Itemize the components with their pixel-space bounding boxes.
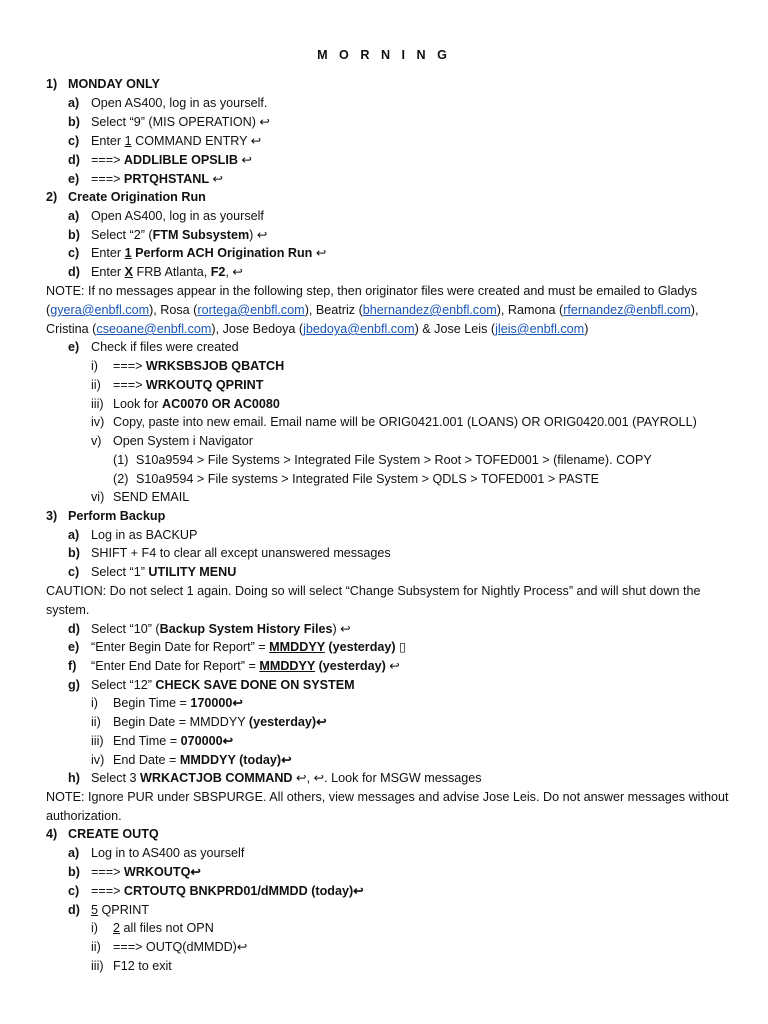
section-1-heading	[0, 75, 738, 94]
text-span: Select “2” (	[91, 228, 153, 242]
text-span	[91, 676, 355, 695]
text-span	[113, 751, 292, 770]
text-span: WRKOUTQ↩	[123, 865, 201, 879]
list-item	[0, 395, 738, 414]
list-item	[0, 901, 738, 920]
text-span: Check if files were created	[91, 340, 239, 354]
text-span: Enter	[91, 134, 125, 148]
list-item	[0, 844, 738, 863]
text-span: ↩	[385, 659, 400, 673]
list-marker: d)	[68, 622, 80, 636]
email-link[interactable]: cseoane@enbfl.com	[96, 322, 212, 336]
caution-text	[0, 582, 738, 601]
list-item	[0, 769, 738, 788]
section-4-heading	[0, 825, 738, 844]
list-item	[0, 94, 738, 113]
list-item	[0, 338, 738, 357]
text-span: FRB Atlanta,	[133, 265, 211, 279]
email-link[interactable]: rfernandez@enbfl.com	[563, 303, 691, 317]
text-span: Perform ACH Origination Run	[131, 246, 313, 260]
text-span: ), Ramona (	[496, 303, 564, 317]
text-span	[113, 713, 327, 732]
list-item	[0, 151, 738, 170]
list-marker: e)	[68, 340, 80, 354]
text-span: MMDDYY (today)↩	[179, 753, 292, 767]
text-span	[91, 863, 201, 882]
text-span	[91, 226, 267, 245]
text-span: Select “1”	[91, 565, 149, 579]
text-span: 1	[124, 246, 132, 260]
list-marker: e)	[68, 640, 80, 654]
text-span: 2	[113, 921, 121, 935]
list-item	[0, 919, 738, 938]
list-marker: iii)	[91, 959, 104, 973]
text-span: ===>	[113, 378, 146, 392]
text-span: ),	[690, 303, 699, 317]
text-span: ↩, ↩. Look for MSGW messages	[292, 771, 482, 785]
list-item	[0, 470, 738, 489]
list-marker: c)	[68, 565, 80, 579]
text-span: Perform Backup	[68, 509, 166, 523]
text-span	[91, 657, 400, 676]
text-span: CRTOUTQ BNKPRD01/dMMDD (today)↩	[123, 884, 364, 898]
list-item	[0, 132, 738, 151]
list-marker: e)	[68, 172, 80, 186]
list-item	[0, 713, 738, 732]
text-span: End Time =	[113, 734, 181, 748]
list-marker: b)	[68, 228, 80, 242]
list-marker: c)	[68, 134, 80, 148]
list-marker: d)	[68, 265, 80, 279]
list-item	[0, 263, 738, 282]
email-link[interactable]: rortega@enbfl.com	[197, 303, 305, 317]
text-span: Select “12”	[91, 678, 156, 692]
text-span: ), Jose Bedoya (	[211, 322, 304, 336]
text-span	[113, 919, 214, 938]
text-span: Begin Date = MMDDYY	[113, 715, 249, 729]
text-span: 170000↩	[190, 696, 243, 710]
text-span: Open AS400, log in as yourself	[91, 209, 264, 223]
text-span: MMDDYY	[259, 659, 316, 673]
text-span: all files not OPN	[120, 921, 214, 935]
list-item	[0, 376, 738, 395]
text-span	[46, 320, 588, 339]
text-span: Backup System History Files	[159, 622, 333, 636]
text-span	[91, 638, 406, 657]
text-span: Create Origination Run	[68, 190, 206, 204]
list-item	[0, 938, 738, 957]
list-item	[0, 488, 738, 507]
text-span: , ↩	[225, 265, 243, 279]
note-text	[0, 282, 738, 301]
list-marker: v)	[91, 434, 102, 448]
list-item	[0, 226, 738, 245]
text-span: NOTE: Ignore PUR under SBSPURGE. All others, view messages and advise Jose Leis. Do not answer messages without	[46, 790, 729, 804]
list-marker: a)	[68, 528, 80, 542]
text-span: SEND EMAIL	[113, 490, 190, 504]
text-span: ) & Jose Leis (	[414, 322, 496, 336]
text-span: CHECK SAVE DONE ON SYSTEM	[155, 678, 355, 692]
list-marker: g)	[68, 678, 80, 692]
text-span: Log in to AS400 as yourself	[91, 846, 245, 860]
text-span: AC0070 OR AC0080	[162, 397, 280, 411]
list-item	[0, 413, 738, 432]
text-span: Log in as BACKUP	[91, 528, 198, 542]
text-span: ===>	[113, 359, 146, 373]
text-span: ), Beatriz (	[304, 303, 363, 317]
text-span: (yesterday)	[324, 640, 396, 654]
text-span: PRTQHSTANL	[123, 172, 210, 186]
section-2-heading	[0, 188, 738, 207]
text-span: ===>	[91, 865, 124, 879]
text-span: ADDLIBLE OPSLIB	[123, 153, 238, 167]
list-marker: 3)	[46, 509, 58, 523]
note-text	[0, 807, 738, 826]
text-span: ), Rosa (	[149, 303, 198, 317]
list-marker: iv)	[91, 753, 105, 767]
list-marker: i)	[91, 359, 98, 373]
text-span: (yesterday)	[315, 659, 386, 673]
text-span: Begin Time =	[113, 696, 191, 710]
list-marker: d)	[68, 903, 80, 917]
list-marker: 4)	[46, 827, 58, 841]
text-span: Select “9” (MIS OPERATION) ↩	[91, 115, 270, 129]
list-item	[0, 451, 738, 470]
text-span: MONDAY ONLY	[68, 77, 160, 91]
text-span: Open AS400, log in as yourself.	[91, 96, 268, 110]
text-span: F12 to exit	[113, 959, 172, 973]
text-span: UTILITY MENU	[148, 565, 237, 579]
list-item	[0, 882, 738, 901]
text-span: CAUTION: Do not select 1 again. Doing so will select “Change Subsystem for Nightly Process” and will shut down the	[46, 584, 701, 598]
list-marker: b)	[68, 546, 80, 560]
text-span: ===> OUTQ(dMMDD)↩	[113, 940, 248, 954]
list-item	[0, 751, 738, 770]
section-3-heading	[0, 507, 738, 526]
note-text	[0, 788, 738, 807]
text-span	[91, 244, 326, 263]
list-marker: a)	[68, 209, 80, 223]
text-span: ===>	[91, 172, 124, 186]
list-item	[0, 357, 738, 376]
text-span: End Date =	[113, 753, 180, 767]
text-span	[91, 170, 223, 189]
list-marker: i)	[91, 696, 98, 710]
text-span: S10a9594 > File Systems > Integrated File System > Root > TOFED001 > (filename). COPY	[136, 453, 652, 467]
text-span	[91, 620, 351, 639]
text-span	[91, 151, 252, 170]
text-span	[113, 732, 233, 751]
text-span: Enter	[91, 265, 125, 279]
text-span: COMMAND ENTRY ↩	[131, 134, 262, 148]
text-span: ) ↩	[332, 622, 351, 636]
list-item	[0, 620, 738, 639]
text-span: WRKACTJOB COMMAND	[140, 771, 293, 785]
list-marker: b)	[68, 115, 80, 129]
text-span: Look for	[113, 397, 163, 411]
text-span	[46, 301, 699, 320]
list-marker: (2)	[113, 472, 129, 486]
text-span: Copy, paste into new email. Email name will be ORIG0421.001 (LOANS) OR ORIG0420.001 (PAYROLL)	[113, 415, 697, 429]
list-item	[0, 563, 738, 582]
text-span: QPRINT	[98, 903, 150, 917]
list-item	[0, 207, 738, 226]
text-span: ===>	[91, 884, 124, 898]
list-item	[0, 170, 738, 189]
email-link[interactable]: jbedoya@enbfl.com	[303, 322, 415, 336]
text-span: X	[124, 265, 134, 279]
text-span	[113, 694, 243, 713]
text-span	[91, 263, 243, 282]
list-item	[0, 526, 738, 545]
text-span: FTM Subsystem	[152, 228, 250, 242]
text-span: MMDDYY	[269, 640, 325, 654]
list-marker: f)	[68, 659, 77, 673]
email-link[interactable]: bhernandez@enbfl.com	[362, 303, 497, 317]
list-marker: vi)	[91, 490, 105, 504]
text-span: ↩	[312, 246, 327, 260]
text-span	[91, 901, 149, 920]
list-marker: ii)	[91, 378, 101, 392]
text-span: NOTE: If no messages appear in the following step, then originator files were created and must be emailed to Gladys	[46, 284, 698, 298]
text-span: system.	[46, 603, 90, 617]
list-item	[0, 863, 738, 882]
text-span: ) ↩	[249, 228, 268, 242]
email-link[interactable]: gyera@enbfl.com	[50, 303, 150, 317]
list-item	[0, 676, 738, 695]
caution-text	[0, 601, 738, 620]
list-marker: h)	[68, 771, 80, 785]
text-span: “Enter End Date for Report” =	[91, 659, 260, 673]
text-span: WRKSBSJOB QBATCH	[145, 359, 285, 373]
text-span	[91, 769, 482, 788]
list-item	[0, 694, 738, 713]
list-marker: a)	[68, 846, 80, 860]
text-span: WRKOUTQ QPRINT	[145, 378, 264, 392]
list-marker: c)	[68, 884, 80, 898]
text-span: (yesterday)↩	[248, 715, 327, 729]
list-marker: d)	[68, 153, 80, 167]
text-span	[113, 395, 280, 414]
text-span: ===>	[91, 153, 124, 167]
list-marker: c)	[68, 246, 80, 260]
list-marker: iii)	[91, 734, 104, 748]
list-item	[0, 732, 738, 751]
text-span: 5	[91, 903, 99, 917]
text-span: ↩	[237, 153, 253, 167]
list-marker: iii)	[91, 397, 104, 411]
list-item	[0, 244, 738, 263]
text-span: CREATE OUTQ	[68, 827, 159, 841]
note-text	[0, 301, 738, 320]
list-item	[0, 957, 738, 976]
text-span	[113, 376, 263, 395]
text-span	[91, 132, 261, 151]
email-link[interactable]: jleis@enbfl.com	[495, 322, 585, 336]
text-span: (	[46, 303, 51, 317]
text-span: Select “10” (	[91, 622, 160, 636]
text-span: SHIFT + F4 to clear all except unanswered messages	[91, 546, 391, 560]
text-span	[91, 563, 236, 582]
list-item	[0, 432, 738, 451]
text-span: 070000↩	[180, 734, 234, 748]
text-span: 1	[124, 134, 132, 148]
text-span: Open System i Navigator	[113, 434, 253, 448]
list-marker: ii)	[91, 715, 101, 729]
list-marker: a)	[68, 96, 80, 110]
text-span: “Enter Begin Date for Report” =	[91, 640, 270, 654]
text-span: ↩	[209, 172, 224, 186]
list-item	[0, 113, 738, 132]
list-marker: (1)	[113, 453, 129, 467]
list-item	[0, 657, 738, 676]
text-span	[113, 357, 284, 376]
text-span: )	[584, 322, 589, 336]
text-span	[91, 882, 364, 901]
text-span: S10a9594 > File systems > Integrated File System > QDLS > TOFED001 > PASTE	[136, 472, 600, 486]
list-marker: ii)	[91, 940, 101, 954]
list-marker: iv)	[91, 415, 105, 429]
text-span: Enter	[91, 246, 125, 260]
text-span: ▯	[395, 640, 407, 654]
note-text	[0, 320, 738, 339]
list-marker: 1)	[46, 77, 58, 91]
text-span: Cristina (	[46, 322, 97, 336]
text-span: authorization.	[46, 809, 122, 823]
list-marker: b)	[68, 865, 80, 879]
list-item	[0, 544, 738, 563]
page-title: M O R N I N G	[317, 48, 451, 62]
text-span: F2	[210, 265, 226, 279]
list-item	[0, 638, 738, 657]
text-span: Select 3	[91, 771, 141, 785]
list-marker: i)	[91, 921, 98, 935]
list-marker: 2)	[46, 190, 58, 204]
